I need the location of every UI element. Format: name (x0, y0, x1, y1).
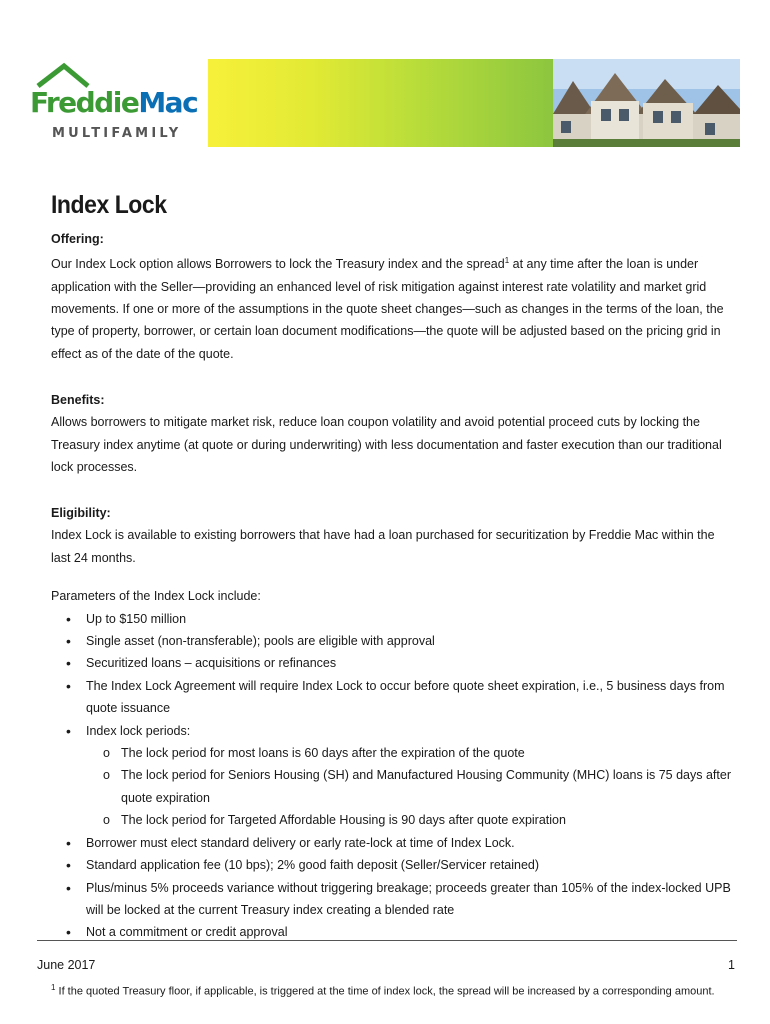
footnote-marker: 1 (51, 982, 56, 992)
sub-list-item-text: The lock period for Targeted Affordable Housing is 90 days after quote expiration (121, 813, 566, 828)
sub-list-item-text: The lock period for Seniors Housing (SH) and Manufactured Housing Community (MHC) loans is 75 days after quote expiration (121, 768, 731, 805)
lock-periods-sublist (86, 742, 731, 832)
offering-footnote-ref: 1 (504, 256, 510, 265)
houses-photo (553, 59, 740, 147)
offering-text-part1: Our Index Lock option allows Borrowers to lock the Treasury index and the spread (51, 257, 505, 272)
offering-text (51, 250, 731, 365)
footer-divider (37, 940, 737, 941)
freddie-mac-logo (30, 60, 198, 150)
list-item-text: Securitized loans – acquisitions or refinances (86, 656, 337, 671)
list-item (51, 832, 731, 854)
parameters-list (51, 608, 731, 944)
eligibility-text: Index Lock is available to existing borrowers that have had a loan purchased for securitization by Freddie Mac within the last 24 months. (51, 528, 715, 565)
list-item-text: Up to $150 million (86, 611, 187, 626)
circle-bullet-icon: o (103, 768, 110, 783)
list-item (51, 720, 731, 832)
document-body (51, 190, 731, 999)
logo-subtitle: MULTIFAMILY (52, 126, 182, 141)
list-item (51, 630, 731, 652)
list-item-text: Not a commitment or credit approval (86, 925, 288, 940)
circle-bullet-icon: o (103, 746, 110, 761)
bullet-icon: • (66, 879, 71, 896)
list-item-text: Single asset (non-transferable); pools are eligible with approval (86, 634, 435, 649)
header-banner (208, 59, 740, 147)
footnote (51, 980, 731, 1000)
list-item-text: Plus/minus 5% proceeds variance without triggering breakage; proceeds greater than 105% of the index-locked UPB will be locked at the current Treasury index creating a blended rate (86, 880, 731, 917)
bullet-icon: • (66, 633, 71, 650)
list-item (51, 652, 731, 674)
logo-word-freddie: Freddie (30, 86, 139, 119)
banner-gradient (208, 59, 553, 147)
sub-list-item (86, 809, 731, 831)
footer-date: June 2017 (37, 958, 96, 972)
bullet-icon: • (66, 857, 71, 874)
bullet-icon: • (66, 722, 71, 739)
list-item (51, 877, 731, 922)
offering-heading: Offering: (51, 232, 104, 246)
list-item-text: Borrower must elect standard delivery or early rate-lock at time of Index Lock. (86, 835, 515, 850)
list-item (51, 608, 731, 630)
bullet-icon: • (66, 834, 71, 851)
list-item-text: Standard application fee (10 bps); 2% good faith deposit (Seller/Servicer retained) (86, 858, 540, 873)
list-item-text: Index lock periods: (86, 723, 191, 738)
logo-wordmark (30, 86, 197, 119)
sub-list-item-text: The lock period for most loans is 60 days after the expiration of the quote (121, 746, 525, 761)
offering-text-part2: at any time after the loan is under application with the Seller—providing an enhanced level of risk mitigation against interest rate volatility and market grid movements. If one or more of the assumptions in the quote sheet changes—such as changes in the terms of the loan, the type of property, borrower, or certain loan document modifications—the quote will be adjusted based on the pricing grid in effect as of the date of the quote. (51, 257, 724, 361)
sub-list-item (86, 764, 731, 809)
parameters-intro: Parameters of the Index Lock include: (51, 589, 261, 604)
bullet-icon: • (66, 655, 71, 672)
circle-bullet-icon: o (103, 813, 110, 828)
benefits-text: Allows borrowers to mitigate market risk, reduce loan coupon volatility and avoid potential proceed cuts by locking the Treasury index anytime (at quote or during underwriting) with less documentation and faster execution than our traditional lock processes. (51, 415, 722, 474)
list-item (51, 854, 731, 876)
list-item (51, 675, 731, 720)
eligibility-heading: Eligibility: (51, 506, 111, 521)
bullet-icon: • (66, 677, 71, 694)
sub-list-item (86, 742, 731, 764)
bullet-icon: • (66, 924, 71, 941)
document-title: Index Lock (51, 191, 167, 219)
list-item-text: The Index Lock Agreement will require Index Lock to occur before quote sheet expiration, i.e., 5 business days from quote issuance (86, 678, 725, 716)
bullet-icon: • (66, 610, 71, 627)
page-number: 1 (728, 958, 735, 972)
logo-word-mac: Mac (138, 86, 198, 119)
benefits-heading: Benefits: (51, 393, 105, 408)
footnote-text: If the quoted Treasury floor, if applicable, is triggered at the time of index lock, the spread will be increased by a corresponding amount. (55, 985, 715, 998)
